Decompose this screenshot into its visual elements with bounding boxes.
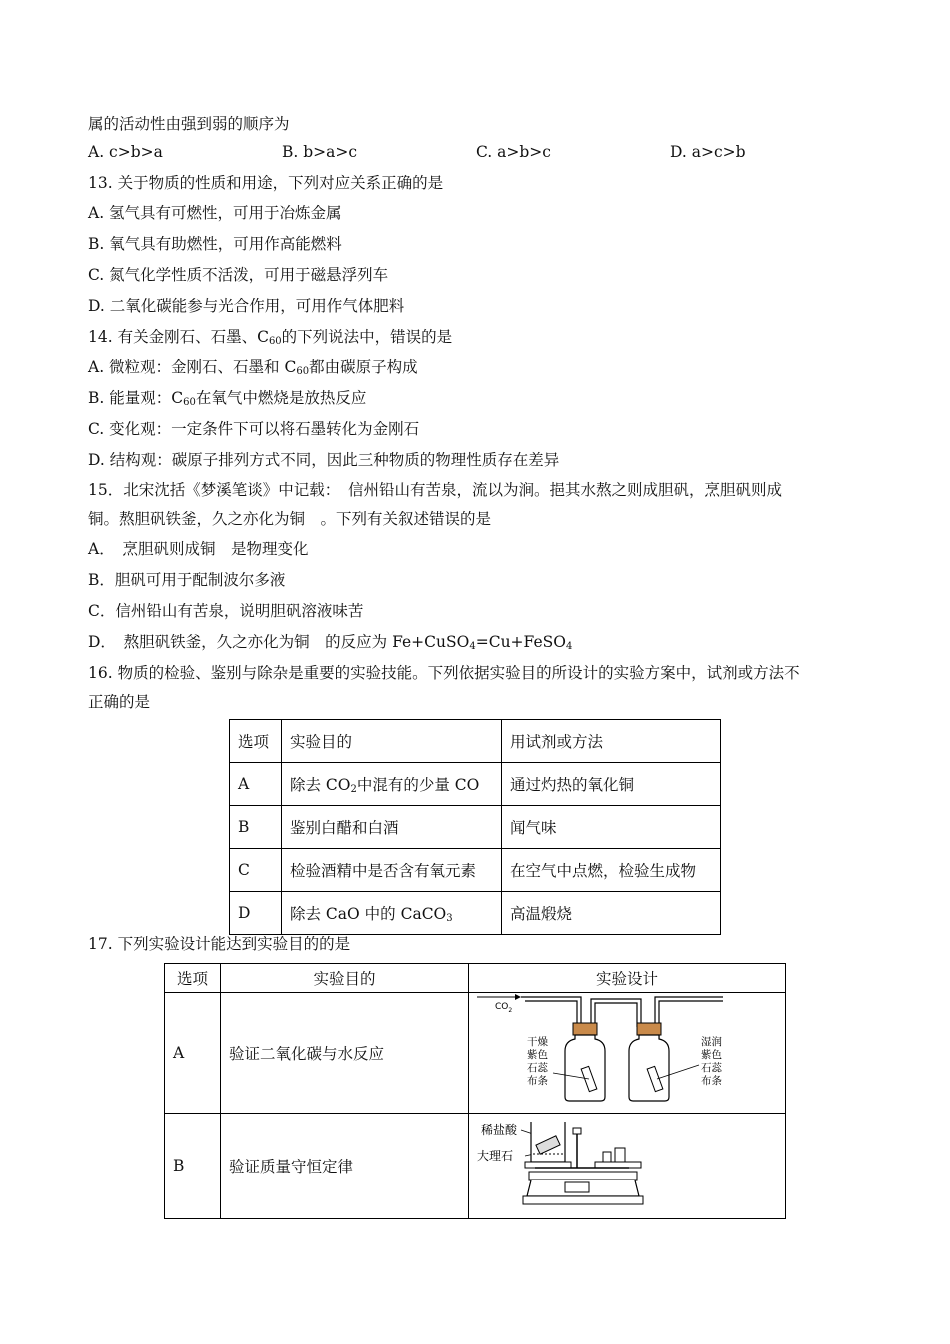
row-goal: 检验酒精中是否含有氧元素	[282, 849, 502, 892]
table-row	[230, 892, 721, 935]
row-option: D	[230, 892, 282, 935]
q14-option-c: C. 变化观：一定条件下可以将石墨转化为金刚石	[88, 420, 420, 438]
row-goal: 除去 CaO 中的 CaCO$_3$	[282, 892, 502, 935]
row-option: B	[230, 806, 282, 849]
q14-stem: 14. 有关金刚石、石墨、$C_{60}$的下列说法中，错误的是	[88, 328, 453, 347]
q15-option-d: D． 熬胆矾铁釜，久之亦化为铜 的反应为 Fe+CuSO$_4$=Cu+FeSO$_4$	[88, 633, 573, 652]
right-label: 湿润 紫色 石蕊 布条	[701, 1036, 722, 1087]
left-label: 干燥 紫色 石蕊 布条	[527, 1036, 548, 1087]
right-stopper	[637, 1023, 661, 1035]
row-design	[469, 993, 786, 1114]
gas-label: $CO_2$	[495, 1002, 513, 1014]
weight-icon	[603, 1152, 611, 1162]
q13-option-c: C. 氮气化学性质不活泼，可用于磁悬浮列车	[88, 266, 389, 284]
arrow-head-icon	[515, 994, 521, 1000]
q14-option-b: B. 能量观：$C_{60}$在氧气中燃烧是放热反应	[88, 389, 367, 408]
co2-bottles-diagram	[469, 993, 785, 1109]
q15-option-c: C．信州铅山有苦泉，说明胆矾溶液味苦	[88, 602, 364, 620]
q16-stem-line1: 16. 物质的检验、鉴别与除杂是重要的实验技能。下列依据实验目的所设计的实验方案中，试剂或方法不	[88, 664, 800, 682]
table-row	[165, 993, 786, 1114]
header-option: 选项	[230, 720, 282, 763]
q13-stem: 13. 关于物质的性质和用途，下列对应关系正确的是	[88, 174, 444, 192]
q15-stem-line2: 铜。熬胆矾铁釜，久之亦化为铜 。下列有关叙述错误的是	[88, 510, 492, 528]
row-option: A	[165, 993, 221, 1114]
q14-option-a: A. 微粒观：金刚石、石墨和 $C_{60}$都由碳原子构成	[88, 358, 418, 377]
row-method: 通过灼热的氧化铜	[502, 763, 721, 806]
q12-option-d: D. a>c>b	[670, 143, 746, 161]
weight-icon	[615, 1148, 625, 1162]
acid-label: 稀盐酸	[481, 1123, 518, 1137]
header-option: 选项	[165, 964, 221, 993]
row-method: 高温煅烧	[502, 892, 721, 935]
q13-option-a: A. 氢气具有可燃性，可用于冶炼金属	[88, 204, 342, 222]
table-row	[230, 849, 721, 892]
row-goal: 验证二氧化碳与水反应	[221, 993, 469, 1114]
q13-option-d: D. 二氧化碳能参与光合作用，可用作气体肥料	[88, 297, 405, 315]
right-pan	[595, 1162, 641, 1168]
q16-stem-line2: 正确的是	[88, 693, 151, 711]
row-option: B	[165, 1114, 221, 1219]
table-header-row	[230, 720, 721, 763]
row-goal: 鉴别白醋和白酒	[282, 806, 502, 849]
row-method: 闻气味	[502, 806, 721, 849]
row-goal: 除去 $CO_2$中混有的少量 CO	[282, 763, 502, 806]
q12-option-c: C. a>b>c	[476, 143, 551, 161]
q15-option-a: A． 烹胆矾则成铜 是物理变化	[88, 540, 309, 558]
q16-table	[229, 719, 721, 935]
header-goal: 实验目的	[282, 720, 502, 763]
table-row	[165, 1114, 786, 1219]
left-stopper	[573, 1023, 597, 1035]
balance-base	[523, 1196, 643, 1204]
q12-option-a: A. c>b>a	[88, 143, 163, 161]
q13-option-b: B. 氧气具有助燃性，可用作高能燃料	[88, 235, 342, 253]
q12-option-b: B. b>a>c	[282, 143, 358, 161]
balance-arm	[529, 1172, 637, 1180]
balance-diagram	[469, 1114, 785, 1214]
q15-stem-line1: 15．北宋沈括《梦溪笔谈》中记载： 信州铅山有苦泉，流以为涧。挹其水熬之则成胆矾，烹胆矾则成	[88, 481, 782, 499]
marble-label: 大理石	[477, 1149, 514, 1163]
header-design: 实验设计	[469, 964, 786, 993]
row-option: A	[230, 763, 282, 806]
header-method: 用试剂或方法	[502, 720, 721, 763]
q12-tail: 属的活动性由强到弱的顺序为	[88, 115, 290, 133]
q17-table	[164, 963, 786, 1219]
row-option: C	[230, 849, 282, 892]
q14-option-d: D. 结构观：碳原子排列方式不同，因此三种物质的物理性质存在差异	[88, 451, 560, 469]
table-header-row	[165, 964, 786, 993]
q17-stem: 17. 下列实验设计能达到实验目的的是	[88, 935, 351, 953]
header-goal: 实验目的	[221, 964, 469, 993]
table-row	[230, 806, 721, 849]
row-method: 在空气中点燃，检验生成物	[502, 849, 721, 892]
left-pan	[525, 1162, 571, 1168]
table-row	[230, 763, 721, 806]
row-design	[469, 1114, 786, 1219]
row-goal: 验证质量守恒定律	[221, 1114, 469, 1219]
q15-option-b: B．胆矾可用于配制波尔多液	[88, 571, 286, 589]
